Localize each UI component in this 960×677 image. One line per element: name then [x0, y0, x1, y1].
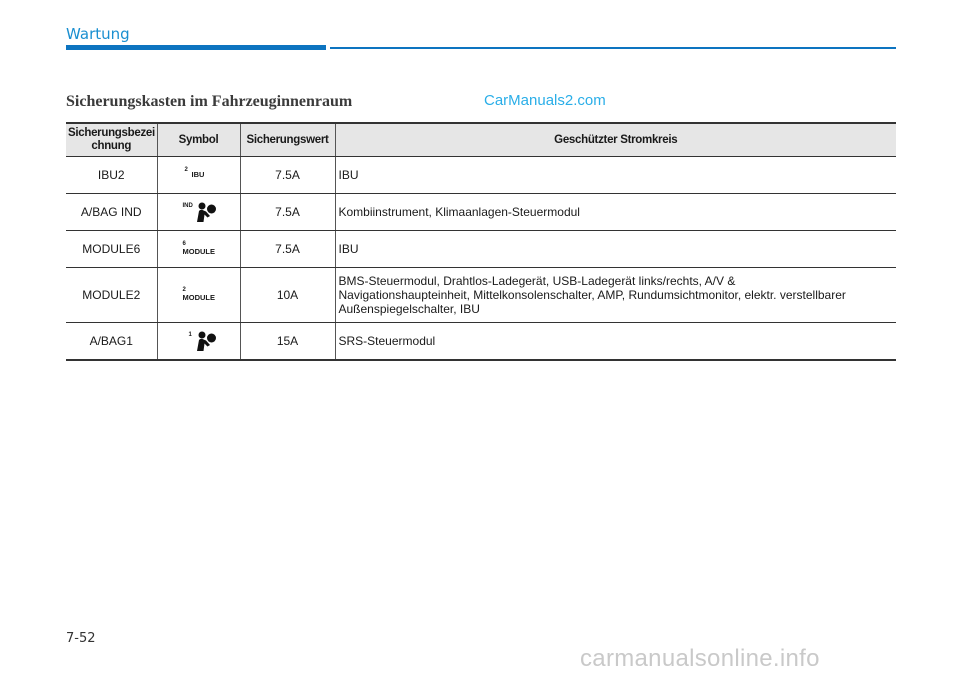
fuse-value: 7.5A — [240, 194, 335, 231]
page-heading: Sicherungskasten im Fahrzeuginnenraum — [66, 93, 353, 110]
column-header-value: Sicherungswert — [240, 123, 335, 157]
column-header-symbol: Symbol — [157, 123, 240, 157]
fuse-name: A/BAG1 — [66, 323, 157, 361]
page-number: 7-52 — [66, 631, 96, 646]
section-title: Wartung — [66, 25, 130, 43]
fuse-table — [66, 122, 896, 361]
fuse-value: 10A — [240, 268, 335, 323]
fuse-symbol: 1 — [157, 323, 240, 361]
table-row — [66, 323, 896, 361]
header-rule-thick — [66, 45, 326, 50]
fuse-symbol — [157, 231, 240, 268]
fuse-symbol — [157, 268, 240, 323]
fuse-name: MODULE2 — [66, 268, 157, 323]
fuse-name: IBU2 — [66, 157, 157, 194]
fuse-circuit: Kombiinstrument, Klimaanlagen-Steuermodul — [335, 194, 896, 231]
module-symbol-icon: 2 MODULE — [182, 287, 215, 302]
fuse-value: 15A — [240, 323, 335, 361]
fuse-value: 7.5A — [240, 231, 335, 268]
airbag-icon — [193, 201, 217, 223]
watermark-top: CarManuals2.com — [484, 92, 606, 109]
fuse-circuit: SRS-Steuermodul — [335, 323, 896, 361]
header-rule-thin — [330, 47, 896, 49]
fuse-name: MODULE6 — [66, 231, 157, 268]
fuse-symbol: IND — [157, 194, 240, 231]
table-row — [66, 231, 896, 268]
table-row — [66, 268, 896, 323]
column-header-name: Sicherungsbezei chnung — [66, 123, 157, 157]
column-header-circuit: Geschützter Stromkreis — [335, 123, 896, 157]
table-header-row — [66, 123, 896, 157]
fuse-name: A/BAG IND — [66, 194, 157, 231]
fuse-circuit: IBU — [335, 231, 896, 268]
fuse-circuit: IBU — [335, 157, 896, 194]
fuse-circuit: BMS-Steuermodul, Drahtlos-Ladegerät, USB-Ladegerät links/rechts, A/V & Navigationshaupteinheit, Mittelkonsolenschalter, AMP, Rundumsichtmonitor, elektr. verstellbarer Außenspiegelschalter, IBU — [335, 268, 896, 323]
ibu-symbol-icon: 2 IBU — [184, 167, 205, 179]
table-row — [66, 194, 896, 231]
fuse-value: 7.5A — [240, 157, 335, 194]
table-row — [66, 157, 896, 194]
module-symbol-icon: 6 MODULE — [182, 241, 215, 256]
watermark-bottom: carmanualsonline.info — [580, 645, 820, 672]
fuse-symbol — [157, 157, 240, 194]
airbag-icon — [193, 330, 217, 352]
